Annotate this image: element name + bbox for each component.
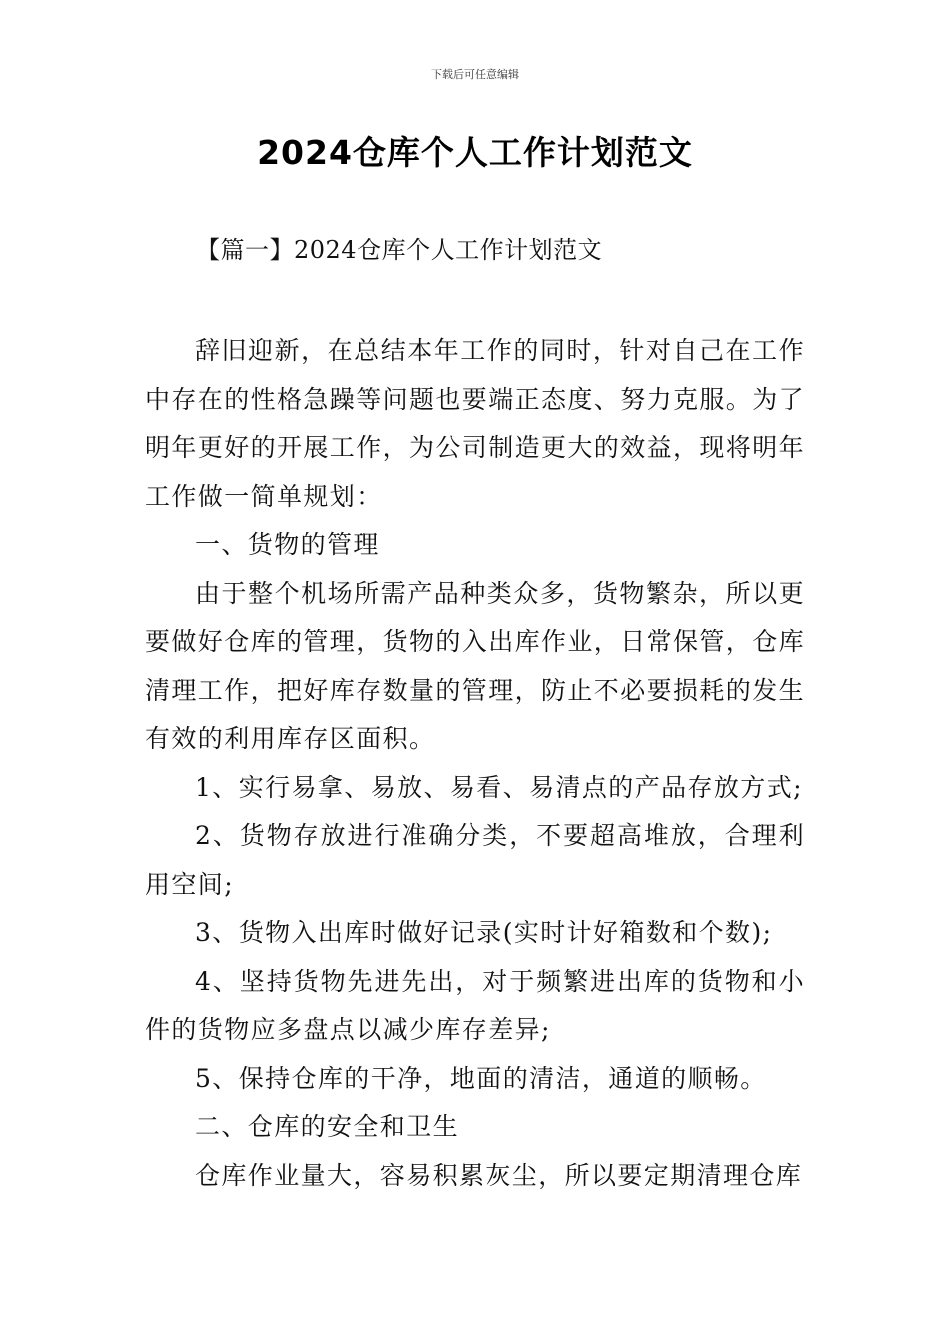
document-body: [145, 327, 805, 1200]
paragraph-safety-hygiene: 仓库作业量大，容易积累灰尘，所以要定期清理仓库: [195, 1160, 803, 1190]
subheading-safety-hygiene: 二、仓库的安全和卫生: [195, 1112, 460, 1141]
list-item-2: 2、货物存放进行准确分类，不要超高堆放，合理利用空间;: [145, 821, 805, 899]
paragraph-goods-management: 由于整个机场所需产品种类众多，货物繁杂，所以更要做好仓库的管理，货物的入出库作业，日常保管，仓库清理工作，把好库存数量的管理，防止不必要损耗的发生有效的利用库存区面积。: [145, 578, 806, 753]
list-item-1: 1、实行易拿、易放、易看、易清点的产品存放方式;: [195, 772, 803, 802]
list-item-4: 4、坚持货物先进先出，对于频繁进出库的货物和小件的货物应多盘点以减少库存差异;: [145, 966, 805, 1044]
subheading-goods-management: 一、货物的管理: [195, 530, 380, 559]
list-item-5: 5、保持仓库的干净，地面的清洁，通道的顺畅。: [195, 1063, 767, 1093]
document-title: 2024仓库个人工作计划范文: [257, 133, 693, 172]
list-item-3: 3、货物入出库时做好记录(实时计好箱数和个数);: [195, 918, 773, 947]
header-note: 下载后可任意编辑: [431, 68, 519, 81]
section-heading: 【篇一】2024仓库个人工作计划范文: [196, 236, 603, 264]
paragraph-intro: 辞旧迎新，在总结本年工作的同时，针对自己在工作中存在的性格急躁等问题也要端正态度、努力克服。为了明年更好的开展工作，为公司制造更大的效益，现将明年工作做一简单规划：: [145, 336, 806, 511]
